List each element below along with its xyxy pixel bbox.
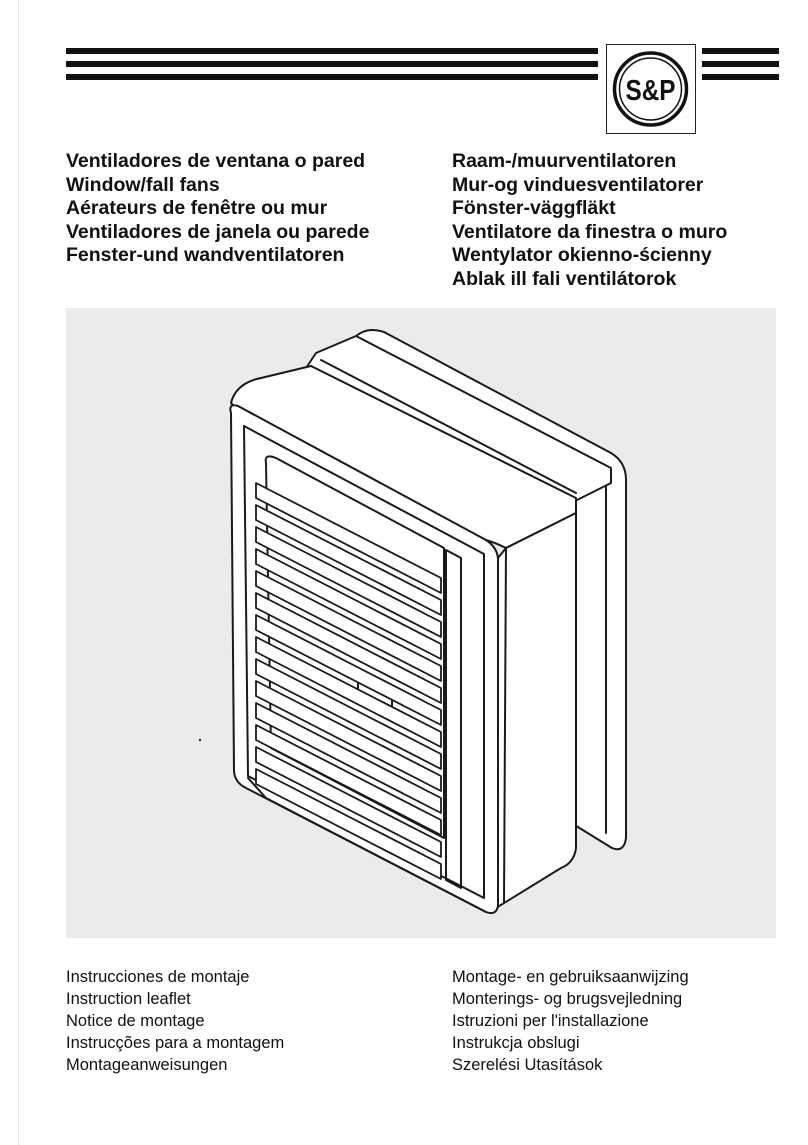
title-da: Mur-og vinduesventilatorer — [452, 173, 704, 196]
fan-illustration — [66, 308, 776, 938]
subtitle-hu: Szerelési Utasítások — [452, 1056, 603, 1074]
subtitle-de: Montageanweisungen — [66, 1056, 228, 1074]
title-pt: Ventiladores de janela ou parede — [66, 220, 370, 243]
subtitle-nl: Montage- en gebruiksaanwijzing — [452, 968, 689, 986]
header-bar-mid-left — [66, 61, 598, 67]
illustration-speck — [199, 739, 201, 741]
subtitle-es: Instrucciones de montaje — [66, 968, 250, 986]
subtitle-pl: Instrukcja obslugi — [452, 1034, 580, 1052]
subtitle-pt: Instrucções para a montagem — [66, 1034, 285, 1052]
header-bar-top-right — [702, 48, 779, 54]
header-bar-top-left — [66, 48, 598, 54]
header-bar-mid-right — [702, 61, 779, 67]
subtitle-da: Monterings- og brugsvejledning — [452, 990, 683, 1008]
header-bar-bottom-right — [702, 74, 779, 80]
subtitle-it: Istruzioni per l'installazione — [452, 1012, 649, 1030]
title-fr: Aérateurs de fenêtre ou mur — [66, 197, 328, 219]
subtitle-en: Instruction leaflet — [66, 990, 191, 1008]
brand-logo — [606, 44, 696, 134]
subtitle-list-left — [66, 966, 426, 1076]
title-list-right — [452, 150, 808, 291]
brand-logo-emblem — [607, 45, 694, 132]
title-pl: Wentylator okienno-ścienny — [452, 244, 712, 266]
title-list-left — [66, 150, 426, 268]
brand-logo-text: S&P — [625, 75, 676, 107]
title-sv: Fönster-väggfläkt — [452, 197, 616, 219]
fan-drawing — [66, 308, 776, 938]
title-de: Fenster-und wandventilatoren — [66, 244, 345, 266]
subtitle-fr: Notice de montage — [66, 1012, 205, 1030]
header-bars — [66, 44, 779, 136]
header-bar-bottom-left — [66, 74, 598, 80]
title-nl: Raam-/muurventilatoren — [452, 150, 677, 172]
page-edge-shadow — [18, 0, 19, 1145]
title-hu: Ablak ill fali ventilátorok — [452, 267, 677, 290]
fan-housing-side — [496, 513, 576, 908]
subtitle-list-right — [452, 966, 808, 1076]
title-it: Ventilatore da finestra o muro — [452, 220, 728, 243]
title-en: Window/fall fans — [66, 173, 220, 196]
title-es: Ventiladores de ventana o pared — [66, 150, 366, 172]
